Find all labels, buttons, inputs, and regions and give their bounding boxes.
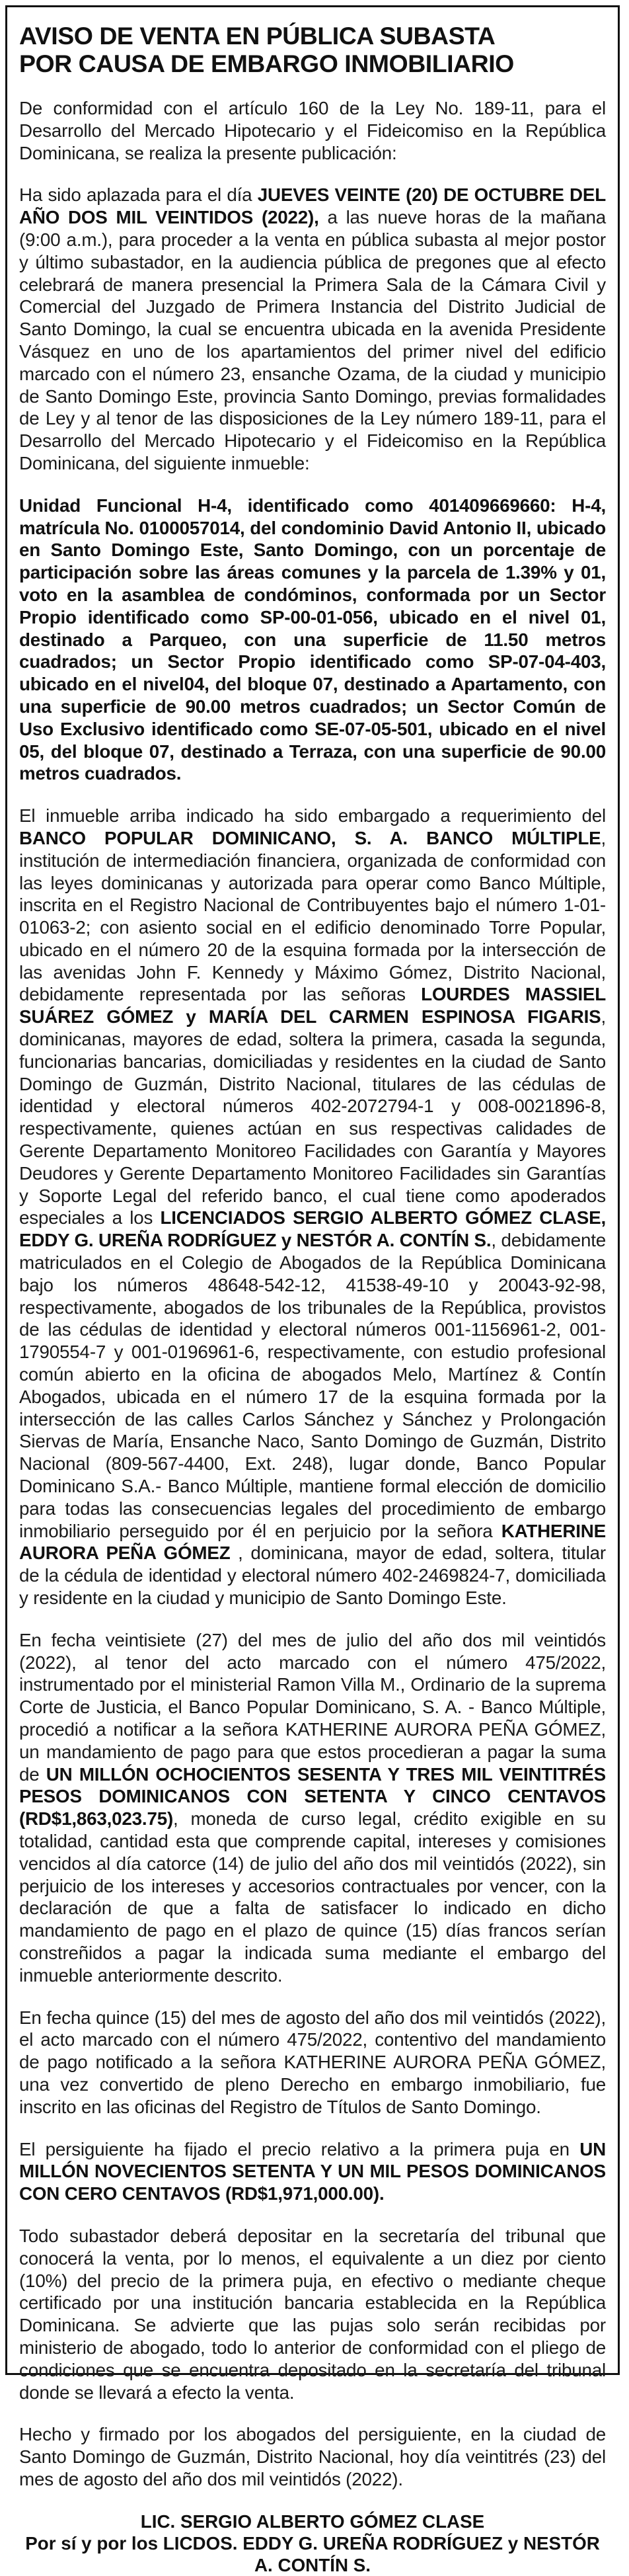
signature-block <box>19 2511 606 2576</box>
debt-amount: UN MILLÓN OCHOCIENTOS SESENTA Y TRES MIL VEINTITRÉS PESOS DOMINICANOS CON SETENTA Y CINCO CENTAVOS (RD$1,863,023.75) <box>19 1763 606 1830</box>
attorneys-names: LICENCIADOS SERGIO ALBERTO GÓMEZ CLASE, EDDY G. UREÑA RODRÍGUEZ y NESTÓR A. CONTÍN S. <box>19 1207 606 1251</box>
text-span: El persiguiente ha fijado el precio relativo a la primera puja en <box>19 2138 580 2159</box>
registration-paragraph: En fecha quince (15) del mes de agosto del año dos mil veintidós (2022), el acto marcado con el número 475/2022, contentivo del mandamiento de pago notificado a la señora KATHERINE AURORA PEÑA GÓMEZ, una vez convertido de pleno Derecho en embargo inmobiliario, fue inscrito en las oficinas del Registro de Títulos de Santo Domingo. <box>19 2007 606 2117</box>
text-span: , moneda de curso legal, crédito exigible en su totalidad, cantidad esta que comprende capital, intereses y comisiones vencidos al día catorce (14) de julio del año dos mil veintidós (2022), sin perjuicio de los intereses y accesorios contractuales por vencer, con la declaración de que a falta de satisfacer lo indicado en dicho mandamiento de pago en el plazo de quince (15) días francos serían constreñidos a pagar la indicada suma mediante el embargo del inmueble anteriormente descrito. <box>19 1808 606 1986</box>
signature-line-3: A. CONTÍN S. <box>254 2554 371 2575</box>
bank-representatives: LOURDES MASSIEL SUÁREZ GÓMEZ y MARÍA DEL CARMEN ESPINOSA FIGARIS <box>19 984 606 1027</box>
auction-date: JUEVES VEINTE (20) DE OCTUBRE DEL AÑO DOS MIL VEINTIDOS (2022), <box>19 184 606 228</box>
seizing-party-paragraph <box>19 805 606 1609</box>
text-span: En fecha veintisiete (27) del mes de julio del año dos mil veintidós (2022), al tenor del acto marcado con el número 475/2022, instrumentado por el ministerial Ramon Villa M., Ordinario de la suprema Corte de Justicia, el Banco Popular Dominicano, S. A. - Banco Múltiple, procedió a notificar a la señora KATHERINE AURORA PEÑA GÓMEZ, un mandamiento de pago para que estos procedieran a pagar la suma de <box>19 1629 606 1785</box>
text-span: , dominicanas, mayores de edad, soltera la primera, casada la segunda, funcionarias bancarias, domiciliadas y residentes en la ciudad de Santo Domingo de Guzmán, Distrito Nacional, titulares de las cédulas de identidad y electoral números 402-2072794-1 y 008-0021896-8, respectivamente, quienes actúan en sus respectivas calidades de Gerente Departamento Monitoreo Facilidades con Garantía y Mayores Deudores y Gerente Departamento Monitoreo Facilidades sin Garantías y Soporte Legal del referido banco, el cual tiene como apoderados especiales a los <box>19 1006 606 1228</box>
auction-date-paragraph <box>19 184 606 474</box>
title-line-2: POR CAUSA DE EMBARGO INMOBILIARIO <box>19 50 514 77</box>
first-bid-paragraph <box>19 2138 606 2205</box>
text-span: Ha sido aplazada para el día <box>19 184 258 206</box>
title-line-1: AVISO DE VENTA EN PÚBLICA SUBASTA <box>19 22 496 50</box>
bank-name: BANCO POPULAR DOMINICANO, S. A. BANCO MÚLTIPLE <box>19 827 601 848</box>
text-span: El inmueble arriba indicado ha sido embargado a requerimiento del <box>19 805 606 826</box>
deposit-requirements-paragraph: Todo subastador deberá depositar en la secretaría del tribunal que conocerá la venta, por lo menos, el equivalente a un diez por ciento (10%) del precio de la primera puja, en efectivo o mediante cheque certificado por una institución bancaria establecida en la República Dominicana. Se advierte que las pujas solo serán recibidas por ministerio de abogado, todo lo anterior de conformidad con el pliego de condiciones que se encuentra depositado en la secretaría del tribunal donde se llevará a efecto la venta. <box>19 2225 606 2403</box>
first-bid-price: UN MILLÓN NOVECIENTOS SETENTA Y UN MIL PESOS DOMINICANOS CON CERO CENTAVOS (RD$1,971,000.00). <box>19 2138 606 2204</box>
signature-line-1: LIC. SERGIO ALBERTO GÓMEZ CLASE <box>140 2511 485 2532</box>
text-span: , debidamente matriculados en el Colegio de Abogados de la República Dominicana bajo los números 48648-542-12, 41538-49-10 y 20043-92-98, respectivamente, abogados de los tribunales de la República, provistos de las cédulas de identidad y electoral números 001-1156961-2, 001-1790554-7 y 001-0196961-6, respectivamente, con estudio profesional común abierto en la oficina de abogados Melo, Martínez & Contín Abogados, ubicada en el número 17 de la esquina formada por la intersección de las calles Carlos Sánchez y Sánchez y Prolongación Siervas de María, Ensanche Naco, Santo Domingo de Guzmán, Distrito Nacional (809-567-4400, Ext. 248), lugar donde, Banco Popular Dominicano S.A.- Banco Múltiple, mantiene formal elección de domicilio para todas las consecuencias legales del procedimiento de embargo inmobiliario perseguido por él en perjuicio por la señora <box>19 1230 606 1541</box>
signature-line-2: Por sí y por los LICDOS. EDDY G. UREÑA RODRÍGUEZ y NESTÓR <box>25 2532 600 2554</box>
text-span: , institución de intermediación financiera, organizada de conformidad con las leyes dominicanas y autorizada para operar como Banco Múltiple, inscrita en el Registro Nacional de Contribuyentes bajo el número 1-01-01063-2; con asiento social en el edificio denominado Torre Popular, ubicado en el número 20 de la esquina formada por la intersección de las avenidas John F. Kennedy y Máximo Gómez, Distrito Nacional, debidamente representada por las señoras <box>19 827 606 1005</box>
notice-title <box>19 22 606 77</box>
property-description: Unidad Funcional H-4, identificado como 401409669660: H-4, matrícula No. 0100057014, del condominio David Antonio II, ubicado en Santo Domingo Este, Santo Domingo, con un porcentaje de participación sobre las áreas comunes y la parcela de 1.39% y 01, voto en la asamblea de condóminos, conformada por un Sector Propio identificado como SP-00-01-056, ubicado en el nivel 01, destinado a Parqueo, con una superficie de 11.50 metros cuadrados; un Sector Propio identificado como SP-07-04-403, ubicado en el nivel04, del bloque 07, destinado a Apartamento, con una superficie de 90.00 metros cuadrados; un Sector Común de Uso Exclusivo identificado como SE-07-05-501, ubicado en el nivel 05, del bloque 07, destinado a Terraza, con una superficie de 90.00 metros cuadrados. <box>19 495 606 784</box>
payment-order-paragraph <box>19 1629 606 1987</box>
intro-paragraph: De conformidad con el artículo 160 de la Ley No. 189-11, para el Desarrollo del Mercado Hipotecario y el Fideicomiso en la República Dominicana, se realiza la presente publicación: <box>19 98 606 163</box>
text-span: , dominicana, mayor de edad, soltera, titular de la cédula de identidad y electoral número 402-2469824-7, domiciliada y residente en la ciudad y municipio de Santo Domingo Este. <box>19 1543 606 1608</box>
legal-notice <box>5 5 620 2575</box>
text-span: a las nueve horas de la mañana (9:00 a.m.), para proceder a la venta en pública subasta al mejor postor y último subastador, en la audiencia pública de pregones que al efecto celebrará de manera presencial la Primera Sala de la Cámara Civil y Comercial del Juzgado de Primera Instancia del Distrito Judicial de Santo Domingo, la cual se encuentra ubicada en la avenida Presidente Vásquez en uno de los apartamientos del primer nivel del edificio marcado con el número 23, ensanche Ozama, de la ciudad y municipio de Santo Domingo Este, provincia Santo Domingo, previas formalidades de Ley y al tenor de las disposiciones de la Ley número 189-11, para el Desarrollo del Mercado Hipotecario y el Fideicomiso en la República Dominicana, del siguiente inmueble: <box>19 207 606 473</box>
signing-paragraph: Hecho y firmado por los abogados del persiguiente, en la ciudad de Santo Domingo de Guzmán, Distrito Nacional, hoy día veintitrés (23) del mes de agosto del año dos mil veintidós (2022). <box>19 2424 606 2489</box>
debtor-name: KATHERINE AURORA PEÑA GÓMEZ <box>19 1520 606 1564</box>
